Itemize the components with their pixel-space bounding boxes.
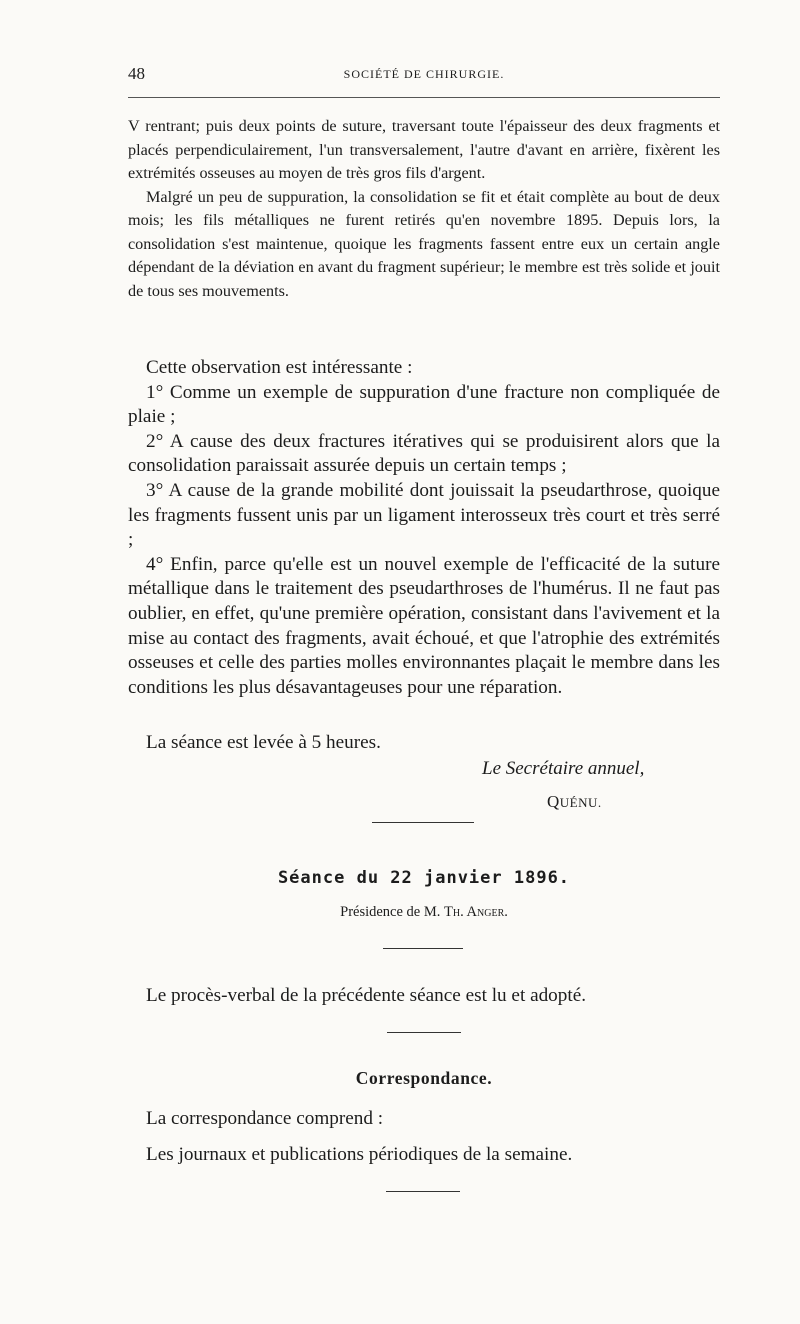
paragraph: V rentrant; puis deux points de suture, traversant toute l'épaisseur des deux fragments et placés perpendiculairement, l'un transversalement, l'autre d'avant en arrière, fixèrent les extrémités osseuses au moyen de très gros fils d'argent. xyxy=(128,117,720,182)
paragraph: 3° A cause de la grande mobilité dont jouissait la pseudarthrose, quoique les fragments fussent unis par un ligament interosseux très court et très serré ; xyxy=(128,479,720,551)
paragraph: Malgré un peu de suppuration, la consolidation se fit et était complète au bout de deux mois; les fils métalliques ne furent retirés qu'en novembre 1895. Depuis lors, la consolidation s'est maintenue, quoique les fragments fassent entre eux un certain angle dépendant de la déviation en avant du fragment supérieur; le membre est très solide et jouit de tous ses mouvements. xyxy=(128,187,720,300)
presidence-line xyxy=(128,904,720,921)
correspondance-item: Les journaux et publications périodiques de la semaine. xyxy=(146,1144,573,1165)
separator-rule xyxy=(372,822,474,823)
signature-role: Le Secrétaire annuel, xyxy=(482,758,645,779)
separator-rule xyxy=(383,948,463,949)
presidence-name: Th. Anger. xyxy=(444,904,508,920)
signature-name-rest: UÉNU. xyxy=(559,795,602,810)
paragraph: 2° A cause des deux fractures itératives qui se produisirent alors que la consolidation paraissait assurée depuis un certain temps ; xyxy=(128,430,720,477)
minutes-line: Le procès-verbal de la précédente séance est lu et adopté. xyxy=(146,985,587,1006)
signature-name xyxy=(547,792,602,812)
header-rule xyxy=(128,97,720,98)
session-title: Séance du 22 janvier 1896. xyxy=(277,868,571,888)
presidence-prefix: Présidence de M. xyxy=(340,904,445,920)
signature-name-initial: Q xyxy=(547,792,560,811)
closing-line: La séance est levée à 5 heures. xyxy=(146,732,381,753)
page-header xyxy=(128,60,720,90)
running-title: SOCIÉTÉ DE CHIRURGIE. xyxy=(343,67,505,81)
correspondance-title: Correspondance. xyxy=(355,1068,493,1088)
paragraph: 1° Comme un exemple de suppuration d'une fracture non compliquée de plaie ; xyxy=(128,381,720,428)
body-text-large xyxy=(128,356,720,700)
body-text-small xyxy=(128,115,720,303)
page-number: 48 xyxy=(128,64,145,83)
paragraph: Cette observation est intéressante : xyxy=(146,357,413,378)
separator-rule xyxy=(386,1191,460,1192)
paragraph: 4° Enfin, parce qu'elle est un nouvel exemple de l'efficacité de la suture métallique dans le traitement des pseudarthroses de l'humérus. Il ne faut pas oublier, en effet, qu'une première opération, consistant dans l'avivement et la mise au contact des fragments, avait échoué, et que l'atrophie des extrémités osseuses et celle des parties molles environnantes plaçait le membre dans les conditions les plus désavantageuses pour une réparation. xyxy=(128,553,720,698)
correspondance-intro: La correspondance comprend : xyxy=(146,1108,384,1129)
separator-rule xyxy=(387,1032,461,1033)
